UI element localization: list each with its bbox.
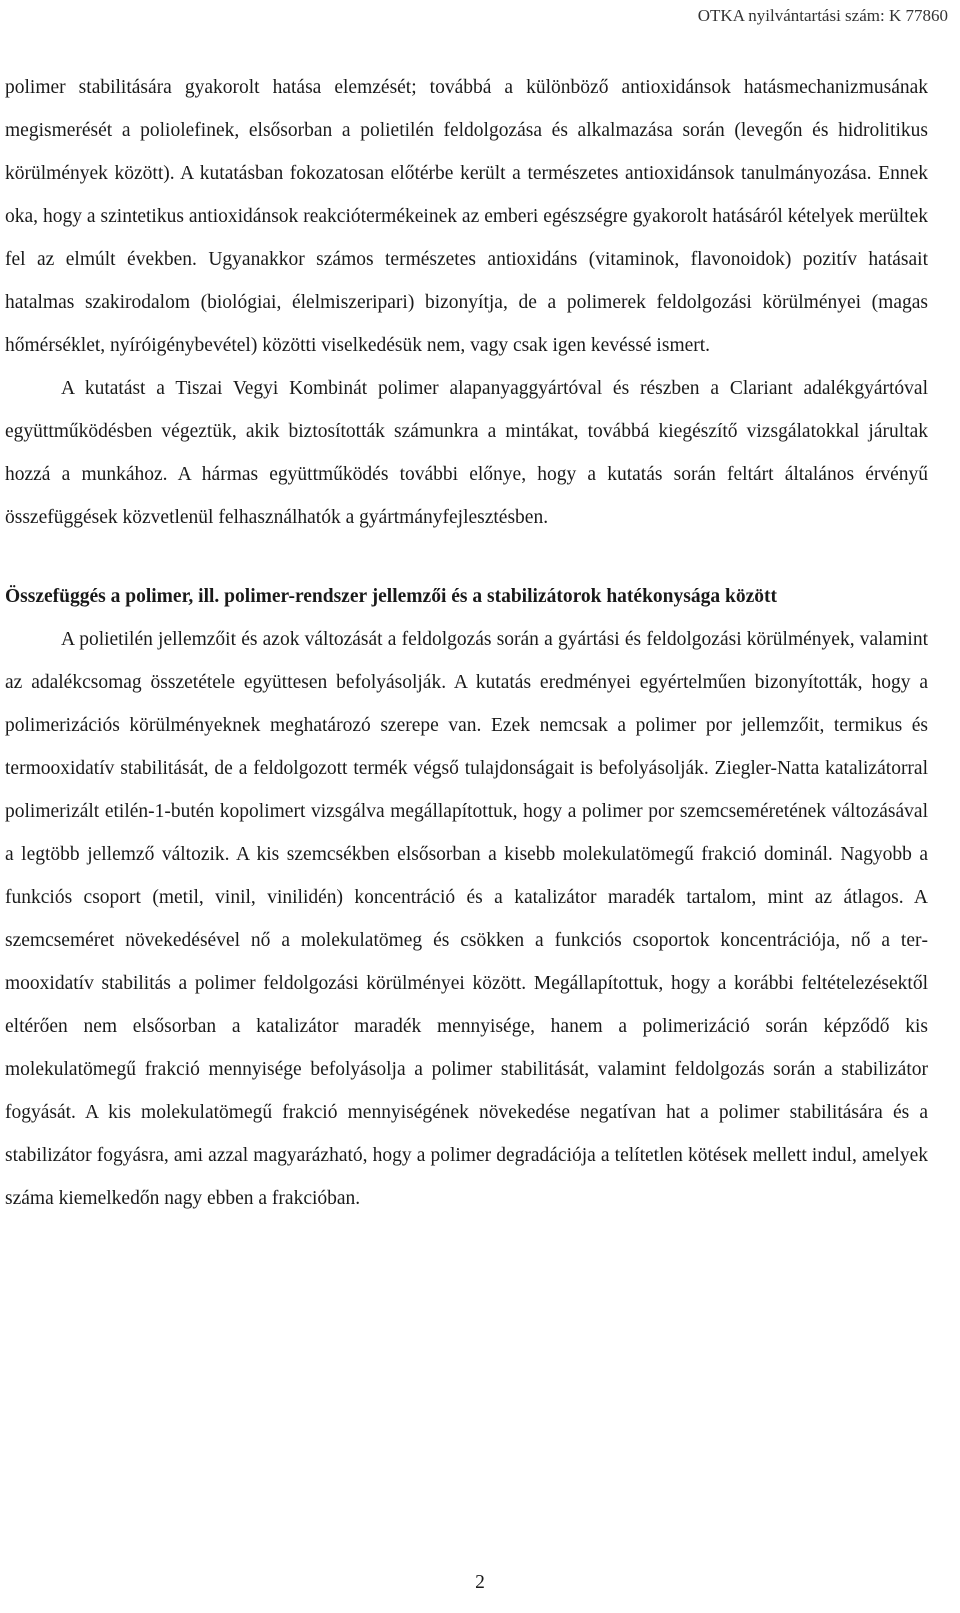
paragraph-1: polimer stabilitására gyakorolt hatása elemzését; továbbá a különböző antioxidánsok hatásmechanizmusának megismerését a poliolefinek, elsősorban a polietilén feldolgozása és alkalmazása során (levegőn és hidrolitikus körülmények között). A kutatásban fokozatosan előtérbe került a természetes antioxidánsok tanulmányozása. Ennek oka, hogy a szintetikus antioxidánsok reakciótermékeinek az emberi egészségre gyakorolt hatásáról kételyek merültek fel az elmúlt években. Ugyanakkor számos természetes antioxidáns (vitaminok, flavonoidok) pozitív hatásait hatalmas szakirodalom (biológiai, élelmiszeripari) bizonyítja, de a polimerek feldolgozási körülményei (magas hőmérséklet, nyíróigénybevétel) közötti viselkedésük nem, vagy csak igen kevéssé ismert. xyxy=(5,77,928,356)
document-body xyxy=(5,66,928,1220)
section-heading: Összefüggés a polimer, ill. polimer-rendszer jellemzői és a stabilizátorok hatékonysága között xyxy=(5,586,777,607)
paragraph-3: A polietilén jellemzőit és azok változását a feldolgozás során a gyártási és feldolgozási körülmények, valamint az adalékcsomag összetétele együttesen befolyásolják. A kutatás eredményei egyértelműen bizonyították, hogy a polimerizációs körülményeknek meghatározó szerepe van. Ezek nemcsak a polimer por jellemzőit, termikus és termooxidatív stabilitását, de a feldolgozott termék végső tulajdonságait is befolyásolják. Ziegler-Natta katalizátorral polimerizált etilén-1-butén kopolimert vizsgálva megállapítottuk, hogy a polimer por szemcseméretének változásával a legtöbb jellemző változik. A kis szemcsékben elsősorban a kisebb molekulatömegű frakció dominál. Nagyobb a funkciós csoport (metil, vinil, vinilidén) koncentráció és a katalizátor maradék tartalom, mint az átlagos. A szemcseméret növekedésével nő a molekulatömeg és csökken a funkciós csoportok koncentrációja, nő a termooxidatív stabilitás a polimer feldolgozási körülményei között. Megállapítottuk, hogy a korábbi feltételezésektől eltérően nem elsősorban a katalizátor maradék mennyisége, hanem a polimerizáció során képződő kis molekulatömegű frakció mennyisége befolyásolja a polimer stabilitását, valamint feldolgozás során a stabilizátor fogyását. A kis molekulatömegű frakció mennyiségének növekedése negatívan hat a polimer stabilitására és a stabilizátor fogyásra, ami azzal magyarázható, hogy a polimer degradációja a telítetlen kötések mellett indul, amelyek száma kiemelkedőn nagy ebben a frakcióban. xyxy=(5,629,928,1209)
page-header: OTKA nyilvántartási szám: K 77860 xyxy=(697,6,948,25)
page-number: 2 xyxy=(475,1572,485,1593)
paragraph-2: A kutatást a Tiszai Vegyi Kombinát polimer alapanyaggyártóval és részben a Clariant adalékgyártóval együttműködésben végeztük, akik biztosították számunkra a mintákat, továbbá kiegészítő vizsgálatokkal járultak hozzá a munkához. A hármas együttműködés további előnye, hogy a kutatás során feltárt általános érvényű összefüggések közvetlenül felhasználhatók a gyártmányfejlesztésben. xyxy=(5,378,928,528)
